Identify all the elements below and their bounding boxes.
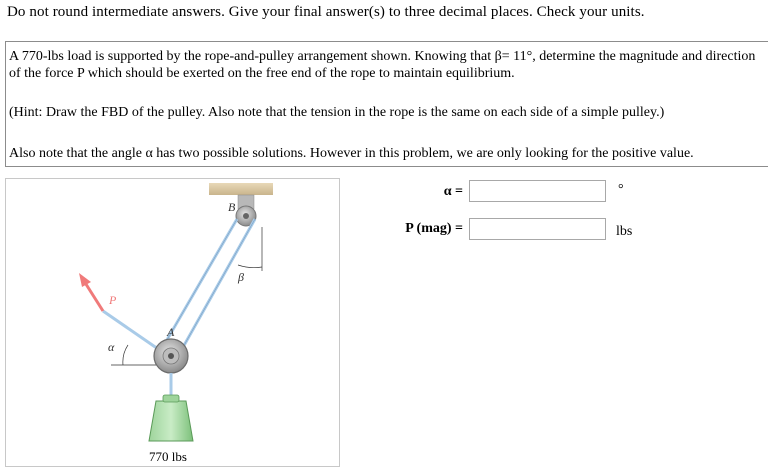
load-weight [149,401,193,441]
problem-paragraph-1: A 770-lbs load is supported by the rope-and-pulley arrangement shown. Knowing that β= 11°, determine the magnitude and direction of the force P which should be exerted on the free end of the rope to maintain equilibrium. [9,49,756,81]
problem-hint: (Hint: Draw the FBD of the pulley. Also note that the tension in the rope is the same on each side of a simple pulley.) [9,105,665,120]
p-magnitude-unit: lbs [616,224,633,239]
label-a: A [167,325,175,339]
alpha-input[interactable] [469,180,606,202]
rope-left-edge [164,219,237,345]
beta-arc [238,265,262,268]
ceiling-support [209,183,273,195]
force-p-arrow [84,281,103,311]
problem-note: Also note that the angle α has two possible solutions. However in this problem, we are only looking for the positive value. [9,146,694,161]
rope-right-edge [182,219,255,349]
label-beta: β [238,270,244,284]
pulley-diagram [6,179,341,468]
force-p-arrowhead [79,273,91,287]
problem-statement [5,41,768,167]
instructions-text: Do not round intermediate answers. Give your final answer(s) to three decimal places. Check your units. [7,4,645,20]
p-magnitude-label: P (mag) = [405,221,463,236]
pulley-figure [5,178,340,467]
alpha-arc [123,345,128,365]
alpha-unit: ° [618,182,624,197]
p-magnitude-input[interactable] [469,218,606,240]
label-p: P [109,293,117,307]
pulley-b-axle [243,213,249,219]
load-handle [163,395,179,402]
alpha-answer-label: α = [443,184,463,199]
label-alpha: α [108,340,115,354]
load-label: 770 lbs [149,449,187,464]
label-b: B [228,200,236,214]
pulley-a-axle [168,353,174,359]
